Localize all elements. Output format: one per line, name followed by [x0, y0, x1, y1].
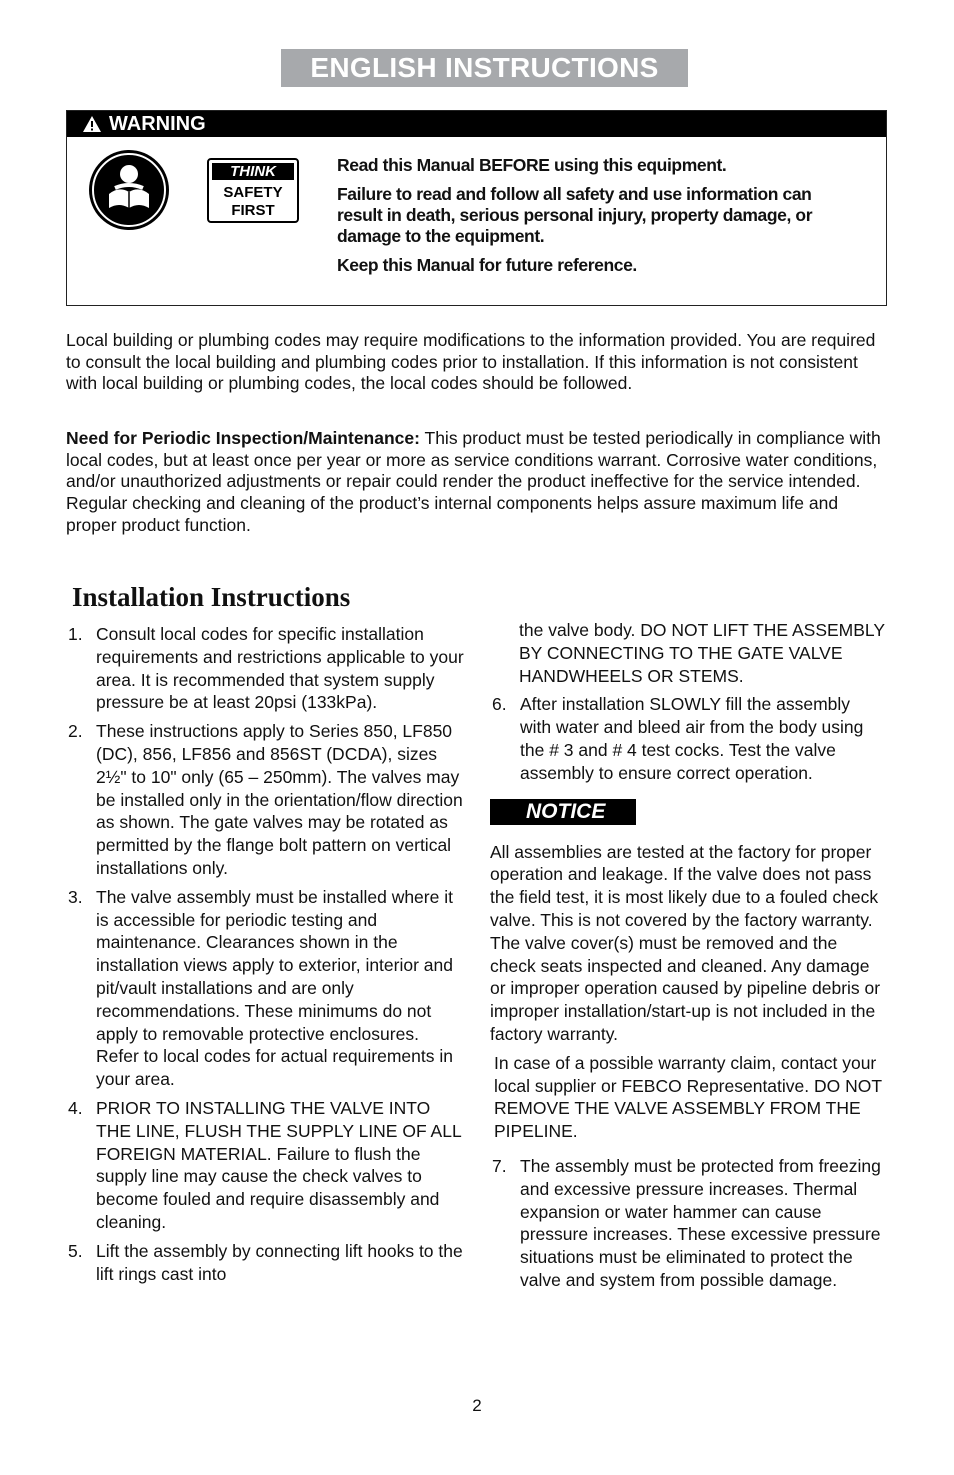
item-text: Consult local codes for specific installation requirements and restrictions applicable to your area. It is recommended that system supply pressure be at least 20psi (133kPa). [96, 624, 464, 713]
warning-line-keep: Keep this Manual for future reference. [337, 255, 637, 275]
item-5-continued: the valve body. DO NOT LIFT THE ASSEMBLY BY CONNECTING TO THE GATE VALVE HANDWHEELS OR STEMS. [519, 620, 885, 686]
warning-box [66, 110, 887, 306]
warning-text [337, 155, 857, 284]
item-number: 5. [68, 1240, 83, 1261]
maintenance-text: This product must be tested periodically in compliance with local codes, but at least once per year or more as service conditions warrant. Corrosive water conditions, and/or unauthorized adjustments or repair could render the product ineffective for the service intended. Regular checking and cleaning of the product’s internal components helps assure maximum life and proper product function. [66, 428, 881, 535]
item-text: Lift the assembly by connecting lift hooks to the lift rings cast into [96, 1240, 463, 1284]
safety-text: SAFETY [223, 184, 283, 201]
section-title: Installation Instructions [72, 582, 351, 612]
list-item [66, 1240, 466, 1286]
codes-paragraph: Local building or plumbing codes may require modifications to the information provided. You are required to consult the local building and plumbing codes prior to installation. If this information is not consistent with local building or plumbing codes, the local codes should be followed. [66, 330, 876, 394]
warning-line-failure: Failure to read and follow all safety and use information can result in death, serious personal injury, property damage, or damage to the equipment. [337, 184, 813, 246]
item-number: 3. [68, 886, 83, 907]
first-text: FIRST [231, 202, 275, 219]
think-safety-first-icon [207, 158, 299, 223]
list-item [66, 1097, 466, 1234]
instructions-left-column [66, 623, 466, 1291]
page-number: 2 [472, 1396, 482, 1415]
item-number: 1. [68, 624, 83, 644]
warning-triangle-icon [82, 115, 102, 133]
item-text: PRIOR TO INSTALLING THE VALVE INTO THE LINE, FLUSH THE SUPPLY LINE OF ALL FOREIGN MATERIAL. Failure to flush the supply line may cause the check valves to become fouled and require disassembly and cleaning. [96, 1097, 462, 1232]
warning-label: WARNING [109, 113, 206, 135]
list-item [490, 693, 885, 784]
warning-bar [67, 111, 886, 137]
item-number: 4. [68, 1097, 83, 1118]
maintenance-label: Need for Periodic Inspection/Maintenance: [66, 428, 420, 448]
instructions-right-column [490, 619, 885, 1298]
list-item [66, 886, 466, 1091]
item-text: The assembly must be protected from freezing and excessive pressure increases. Thermal expansion or water hammer can cause pressure increases. These excessive pressure situations must be eliminated to protect the valve and system from possible damage. [520, 1155, 881, 1290]
notice-paragraph: All assemblies are tested at the factory for proper operation and leakage. If the valve does not pass the field test, it is most likely due to a fouled check valve. This is not covered by the factory warranty. The valve cover(s) must be removed and the check seats inspected and cleaned. Any damage or improper operation caused by pipeline debris or improper installation/start-up is not included in the factory warranty. [490, 841, 881, 1044]
list-item [66, 720, 466, 880]
list-item [490, 1155, 885, 1292]
item-text: The valve assembly must be installed where it is accessible for periodic testing and maintenance. Clearances shown in the installation views apply to exterior, interior and pit/vault installations and are only recommendations. These minimums do not apply to removable protective enclosures. Refer to local codes for actual requirements in your area. [96, 886, 453, 1090]
item-text: After installation SLOWLY fill the assembly with water and bleed air from the body using the # 3 and # 4 test cocks. Test the valve assembly to ensure correct operation. [520, 694, 864, 783]
page-banner: ENGLISH INSTRUCTIONS [281, 49, 688, 87]
item-number: 2. [68, 721, 83, 742]
maintenance-paragraph [66, 428, 886, 537]
warranty-paragraph: In case of a possible warranty claim, contact your local supplier or FEBCO Representative. DO NOT REMOVE THE VALVE ASSEMBLY FROM THE PIPELINE. [494, 1052, 882, 1142]
warning-line-read: Read this Manual BEFORE using this equipment. [337, 155, 727, 175]
item-number: 7. [492, 1155, 507, 1176]
item-text: These instructions apply to Series 850, LF850 (DC), 856, LF856 and 856ST (DCDA), sizes 2½" to 10" only (65 – 250mm). The valves may be installed only in the orientation/flow direction as shown. The gate valves may be rotated as permitted by the flange bolt pattern on vertical installations only. [96, 721, 463, 878]
item-number: 6. [492, 694, 507, 715]
think-text: THINK [230, 163, 276, 180]
notice-label: NOTICE [490, 799, 636, 825]
read-manual-icon [87, 148, 171, 232]
list-item [66, 623, 466, 714]
